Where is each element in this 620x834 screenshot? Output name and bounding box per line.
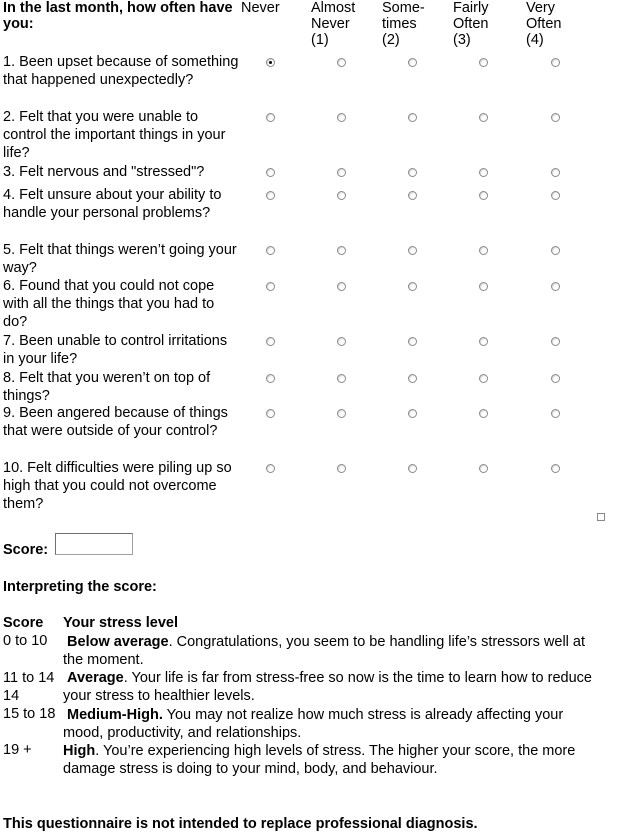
radio-q5-option-1[interactable] [337, 246, 346, 255]
radio-q9-option-0[interactable] [266, 409, 275, 418]
interpret-desc: . Your life is far from stress-free so now is the time to learn how to reduce your stress to healthier levels. [63, 670, 592, 704]
radio-q2-option-4[interactable] [551, 113, 560, 122]
question-2: 2. Felt that you were unable to control the important things in your life? [3, 109, 226, 161]
radio-q2-option-0[interactable] [266, 113, 275, 122]
radio-q7-option-1[interactable] [337, 337, 346, 346]
radio-q9-option-4[interactable] [551, 409, 560, 418]
disclaimer: This questionnaire is not intended to replace professional diagnosis. [3, 816, 478, 832]
radio-q6-option-3[interactable] [479, 282, 488, 291]
column-header-label: Very Often [526, 0, 562, 32]
radio-q1-option-1[interactable] [337, 58, 346, 67]
radio-q10-option-2[interactable] [408, 464, 417, 473]
column-header-fairly-often [453, 0, 503, 48]
radio-q8-option-2[interactable] [408, 374, 417, 383]
interpret-desc: . You’re experiencing high levels of stress. The higher your score, the more damage stress is doing to your mind, body, and behaviour. [63, 743, 576, 777]
radio-q10-option-4[interactable] [551, 464, 560, 473]
question-4: 4. Felt unsure about your ability to handle your personal problems? [3, 187, 222, 221]
radio-q4-option-0[interactable] [266, 191, 275, 200]
interpret-heading: Interpreting the score: [3, 579, 157, 595]
score-row [3, 541, 48, 559]
column-header-almost-never [311, 0, 371, 48]
interpret-col-level: Your stress level [63, 615, 178, 631]
column-header-value: (1) [311, 32, 329, 48]
question-9: 9. Been angered because of things that were outside of your control? [3, 405, 228, 439]
question-6: 6. Found that you could not cope with all the things that you had to do? [3, 278, 215, 330]
radio-q5-option-4[interactable] [551, 246, 560, 255]
question-8: 8. Felt that you weren’t on top of things? [3, 370, 211, 404]
radio-q10-option-1[interactable] [337, 464, 346, 473]
column-header-label: Never [241, 0, 280, 16]
interpret-range: 15 to 18 [3, 706, 56, 722]
question-7: 7. Been unable to control irritations in your life? [3, 333, 228, 367]
interpret-range: 11 to 14 14 [3, 670, 55, 704]
radio-q4-option-1[interactable] [337, 191, 346, 200]
radio-q3-option-1[interactable] [337, 168, 346, 177]
radio-q9-option-3[interactable] [479, 409, 488, 418]
radio-q9-option-1[interactable] [337, 409, 346, 418]
radio-q2-option-1[interactable] [337, 113, 346, 122]
interpret-text [63, 742, 598, 778]
radio-q8-option-3[interactable] [479, 374, 488, 383]
radio-q8-option-1[interactable] [337, 374, 346, 383]
column-header-very-often [526, 0, 568, 48]
radio-q8-option-4[interactable] [551, 374, 560, 383]
question-column-header: In the last month, how often have you: [3, 0, 233, 32]
interpret-level: Medium-High. [67, 707, 163, 723]
column-header-label: Fairly Often [453, 0, 489, 32]
radio-q4-option-3[interactable] [479, 191, 488, 200]
radio-q6-option-0[interactable] [266, 282, 275, 291]
radio-q7-option-2[interactable] [408, 337, 417, 346]
question-10: 10. Felt difficulties were piling up so high that you could not overcome them? [3, 460, 232, 512]
interpret-desc: You may not realize how much stress is already affecting your mood, productivity, and relationships. [63, 707, 564, 741]
score-label: Score: [3, 542, 49, 558]
column-header-never [241, 0, 301, 16]
radio-q5-option-3[interactable] [479, 246, 488, 255]
resize-handle-icon[interactable] [597, 513, 605, 521]
radio-q6-option-2[interactable] [408, 282, 417, 291]
radio-q10-option-3[interactable] [479, 464, 488, 473]
radio-q7-option-3[interactable] [479, 337, 488, 346]
radio-q3-option-3[interactable] [479, 168, 488, 177]
interpret-text [63, 706, 598, 742]
interpret-level: Average [67, 670, 124, 686]
radio-q3-option-2[interactable] [408, 168, 417, 177]
radio-q4-option-2[interactable] [408, 191, 417, 200]
interpret-desc: . Congratulations, you seem to be handling life’s stressors well at the moment. [63, 634, 586, 668]
interpret-range: 0 to 10 [3, 633, 48, 649]
interpret-col-score: Score [3, 615, 44, 631]
radio-q2-option-3[interactable] [479, 113, 488, 122]
column-header-value: (3) [453, 32, 471, 48]
radio-q10-option-0[interactable] [266, 464, 275, 473]
column-header-value: (2) [382, 32, 400, 48]
question-1: 1. Been upset because of something that happened unexpectedly? [3, 54, 239, 88]
radio-q4-option-4[interactable] [551, 191, 560, 200]
column-header-sometimes [382, 0, 430, 48]
interpret-text [63, 633, 598, 669]
radio-q1-option-3[interactable] [479, 58, 488, 67]
column-header-label: Some-times [382, 0, 425, 32]
radio-q7-option-0[interactable] [266, 337, 275, 346]
radio-q1-option-2[interactable] [408, 58, 417, 67]
radio-q3-option-0[interactable] [266, 168, 275, 177]
question-5: 5. Felt that things weren’t going your way? [3, 242, 237, 276]
interpret-text [63, 669, 598, 705]
radio-q9-option-2[interactable] [408, 409, 417, 418]
radio-q7-option-4[interactable] [551, 337, 560, 346]
radio-q6-option-1[interactable] [337, 282, 346, 291]
radio-q5-option-2[interactable] [408, 246, 417, 255]
column-header-value: (4) [526, 32, 544, 48]
interpret-level: Below average [67, 634, 169, 650]
radio-q5-option-0[interactable] [266, 246, 275, 255]
column-header-label: Almost Never [311, 0, 356, 32]
radio-q1-option-0[interactable] [266, 58, 275, 67]
radio-q6-option-4[interactable] [551, 282, 560, 291]
interpret-range: 19 + [3, 742, 32, 758]
radio-q3-option-4[interactable] [551, 168, 560, 177]
question-3: 3. Felt nervous and "stressed"? [3, 164, 205, 180]
radio-q1-option-4[interactable] [551, 58, 560, 67]
interpret-level: High [63, 743, 96, 759]
score-input[interactable] [55, 533, 133, 555]
radio-q2-option-2[interactable] [408, 113, 417, 122]
radio-q8-option-0[interactable] [266, 374, 275, 383]
